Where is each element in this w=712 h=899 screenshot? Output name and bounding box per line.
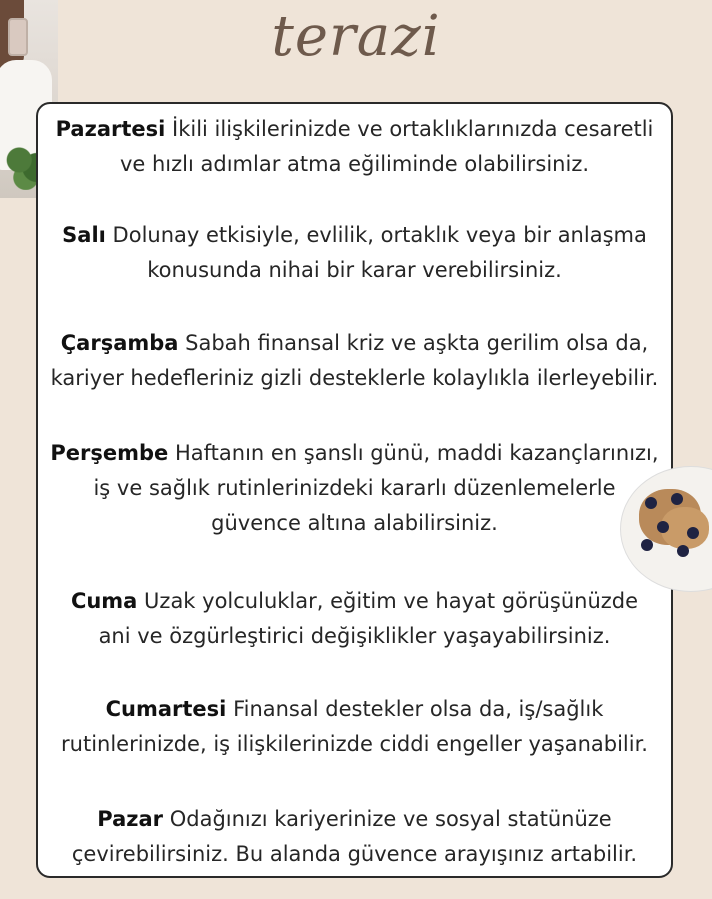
berry-icon [645, 497, 657, 509]
entry-line: kariyer hedefleriniz gizli desteklerle kolaylıkla ilerleyebilir. [50, 366, 659, 390]
day-label: Perşembe [50, 441, 169, 465]
entry-line: ve hızlı adımlar atma eğiliminde olabilirsiniz. [119, 152, 590, 176]
berry-icon [677, 545, 689, 557]
entry-carsamba [38, 326, 671, 396]
entry-line [38, 218, 671, 253]
entry-line [38, 326, 671, 361]
berry-icon [657, 521, 669, 533]
day-label: Pazar [97, 807, 164, 831]
entry-persembe [38, 436, 671, 541]
entry-line: güvence altına alabilirsiniz. [211, 511, 498, 535]
entry-line [38, 436, 671, 471]
entry-text: Odağınızı kariyerinize ve sosyal statünüze [169, 807, 612, 831]
day-label: Çarşamba [60, 331, 179, 355]
entry-cuma [38, 584, 671, 654]
entry-line: ani ve özgürleştirici değişiklikler yaşayabilirsiniz. [98, 624, 611, 648]
entry-text: Finansal destekler olsa da, iş/sağlık [233, 697, 604, 721]
page-title: terazi [271, 4, 441, 69]
entry-cumartesi [38, 692, 671, 762]
entry-text: Uzak yolculuklar, eğitim ve hayat görüşünüzde [144, 589, 639, 613]
entry-pazartesi [38, 112, 671, 182]
day-label: Cumartesi [105, 697, 227, 721]
berry-icon [671, 493, 683, 505]
entry-line [38, 692, 671, 727]
entry-line [38, 802, 671, 837]
entry-text: İkili ilişkilerinizde ve ortaklıklarınızda cesaretli [172, 117, 654, 141]
horoscope-card [36, 102, 673, 878]
day-label: Cuma [70, 589, 138, 613]
entry-sali [38, 218, 671, 288]
entry-line: çevirebilirsiniz. Bu alanda güvence arayışınız artabilir. [71, 842, 638, 866]
entry-line: konusunda nihai bir karar verebilirsiniz. [147, 258, 562, 282]
entry-text: Dolunay etkisiyle, evlilik, ortaklık veya bir anlaşma [112, 223, 647, 247]
entry-line: rutinlerinizde, iş ilişkilerinizde ciddi engeller yaşanabilir. [61, 732, 648, 756]
entry-line: iş ve sağlık rutinlerinizdeki kararlı düzenlemelerle [93, 476, 616, 500]
entry-pazar [38, 802, 671, 872]
entry-text: Haftanın en şanslı günü, maddi kazançlarınızı, [174, 441, 659, 465]
entry-text: Sabah finansal kriz ve aşkta gerilim olsa da, [185, 331, 649, 355]
berry-icon [687, 527, 699, 539]
entry-line [38, 112, 671, 147]
day-label: Pazartesi [55, 117, 166, 141]
berry-icon [641, 539, 653, 551]
day-label: Salı [62, 223, 106, 247]
entry-line [38, 584, 671, 619]
